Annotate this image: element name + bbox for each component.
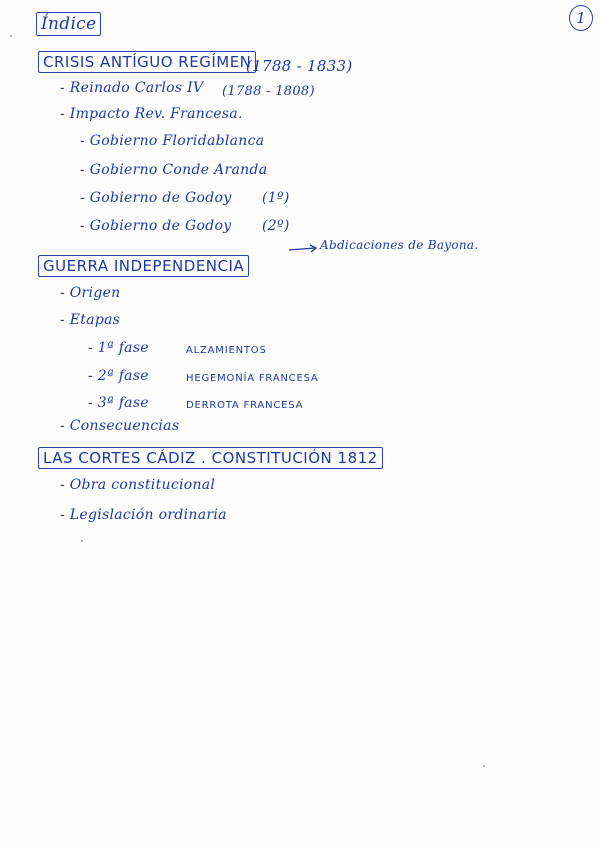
list-item: - Consecuencias [60, 418, 180, 434]
list-item: - Obra constitucional [60, 477, 216, 493]
paper-speck [10, 35, 12, 37]
list-item: - Etapas [60, 312, 121, 328]
sub-list-item: - Gobierno Floridablanca [80, 133, 265, 149]
phase-label: - 1ª fase [88, 340, 149, 356]
list-item-dates: (1788 - 1808) [222, 84, 315, 99]
list-item: - Origen [60, 285, 121, 301]
sub-list-item: - Gobierno de Godoy [80, 190, 232, 206]
phase-label: - 3ª fase [88, 395, 149, 411]
side-note: Abdicaciones de Bayona. [320, 238, 479, 252]
page-number: 1 [569, 5, 593, 31]
section-1-dates: (1788 - 1833) [246, 57, 353, 75]
sub-list-item: - Gobierno de Godoy [80, 218, 232, 234]
phase-label: - 2ª fase [88, 368, 149, 384]
list-item: - Legislación ordinaria [60, 507, 227, 523]
list-item: - Reinado Carlos IV [60, 80, 204, 96]
sub-list-item: - Gobierno Conde Aranda [80, 162, 268, 178]
arrow-right-icon [288, 244, 318, 254]
section-3-heading: LAS CORTES CÁDIZ . CONSTITUCIÓN 1812 [38, 447, 383, 469]
paper-speck [483, 765, 485, 767]
list-item: - Impacto Rev. Francesa. [60, 106, 243, 122]
page-title: Índice [36, 12, 101, 36]
sub-list-item-note: (2º) [262, 218, 290, 234]
phase-name: ALZAMIENTOS [186, 345, 267, 356]
sub-list-item-note: (1º) [262, 190, 290, 206]
phase-name: DERROTA FRANCESA [186, 400, 304, 411]
paper-speck [81, 540, 83, 542]
section-1-heading: CRISIS ANTÍGUO REGÍMEN [38, 51, 256, 73]
section-2-heading: GUERRA INDEPENDENCIA [38, 255, 249, 277]
phase-name: HEGEMONÍA FRANCESA [186, 373, 319, 384]
